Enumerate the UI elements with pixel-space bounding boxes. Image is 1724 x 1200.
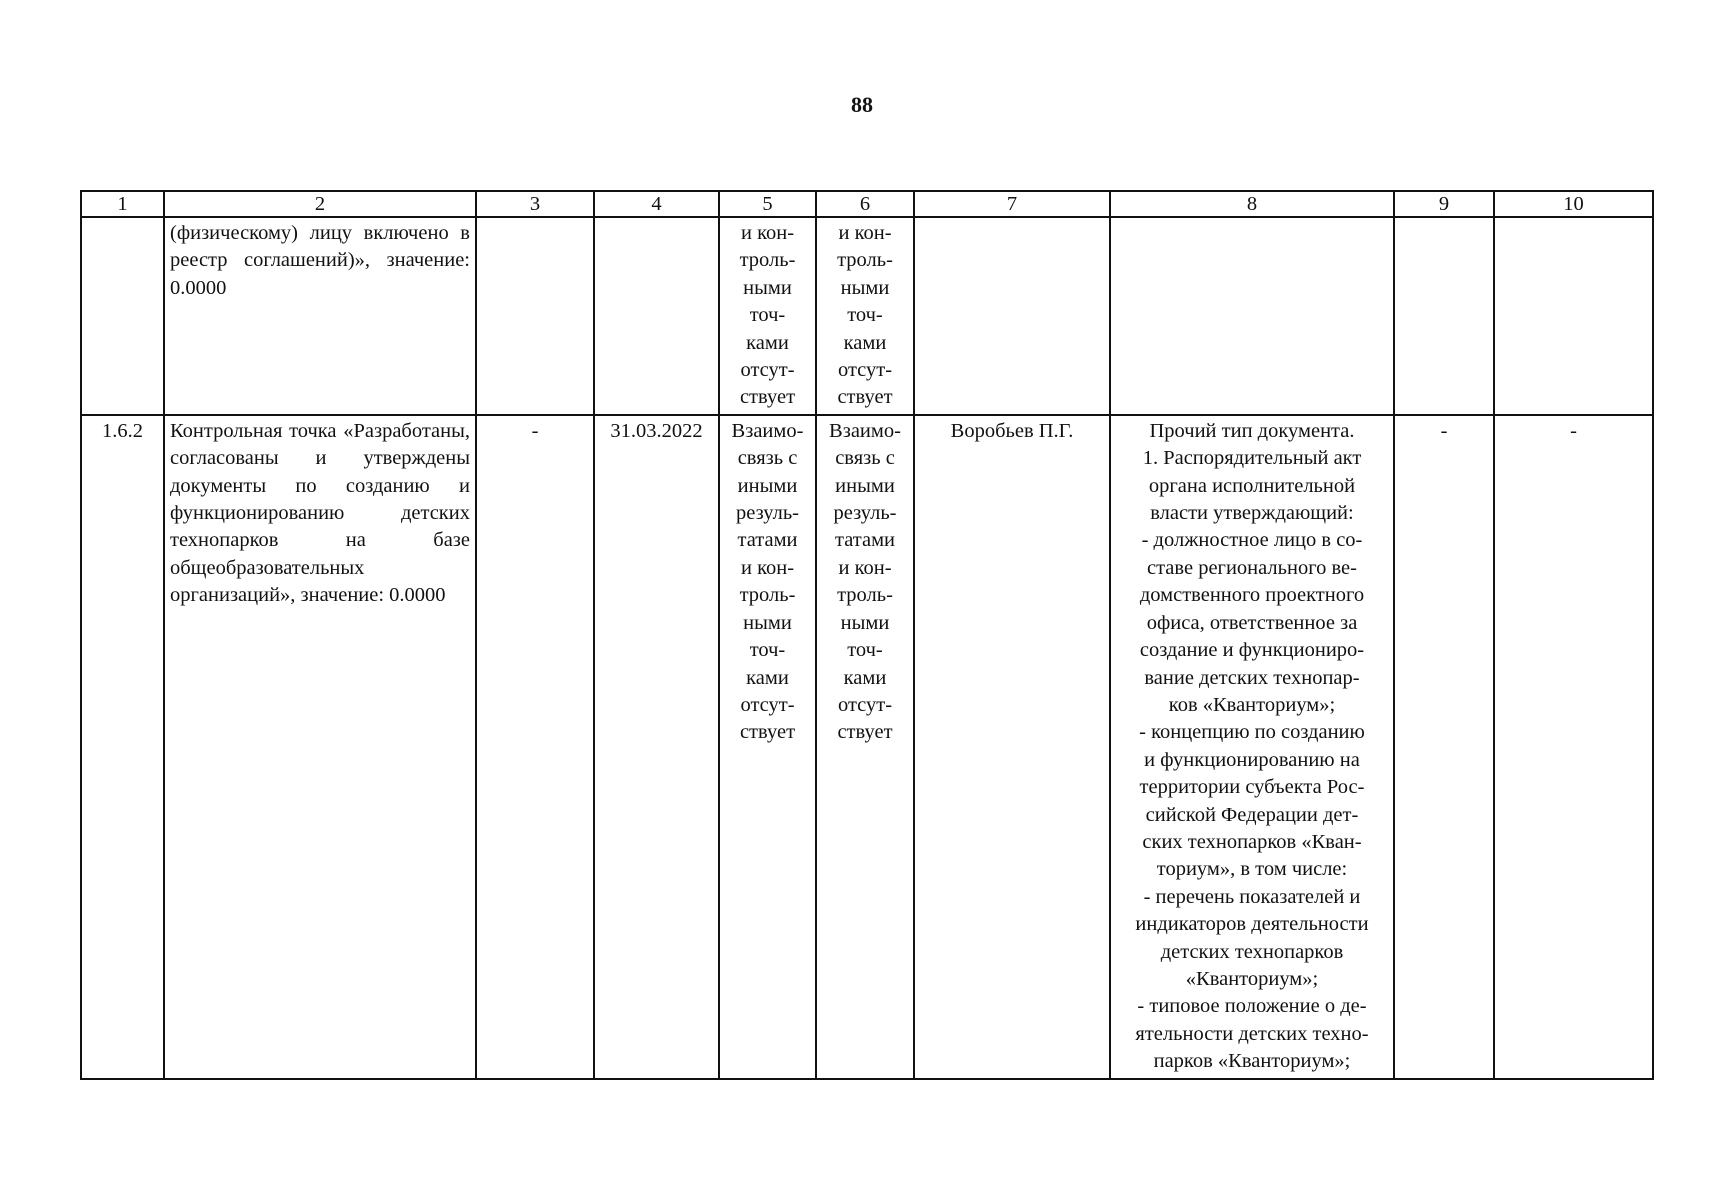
column-header-9: 9	[1394, 191, 1494, 217]
row-col5-cell: и кон- троль- ными точ- ками отсут- ствует	[719, 217, 816, 415]
column-header-6: 6	[816, 191, 914, 217]
row-col3-cell	[476, 217, 594, 415]
page-number: 88	[851, 92, 873, 117]
row-col8-cell	[1110, 217, 1394, 415]
row-col6-cell: Взаимо- связь с иными резуль- татами и кон- троль- ными точ- ками отсут- ствует	[816, 415, 914, 1079]
column-header-4: 4	[594, 191, 719, 217]
table-row	[81, 217, 1653, 415]
row-name-cell: (физическому) лицу включено в реестр соглашений)», значение: 0.0000	[164, 217, 476, 415]
column-header-1: 1	[81, 191, 164, 217]
table-row	[81, 415, 1653, 1079]
header-row	[81, 191, 1653, 217]
row-number-cell: 1.6.2	[81, 415, 164, 1079]
column-header-3: 3	[476, 191, 594, 217]
row-col8-cell: Прочий тип документа. 1. Распорядительный акт органа исполнительной власти утверждающий: - должностное лицо в со- ставе регионального ве- домственного проектного офиса, ответственное за создание и функциониро- вание детских технопар- ков «Кванториум»; - концепцию по созданию и функционированию на территории субъекта Рос- сийской Федерации дет- ских технопарков «Кван- ториум», в том числе: - перечень показателей и индикаторов деятельности детских технопарков «Кванториум»; - типовое положение о де- ятельности детских техно- парков «Кванториум»;	[1110, 415, 1394, 1079]
document-table	[80, 190, 1654, 1080]
row-col7-cell	[914, 217, 1110, 415]
row-col10-cell: -	[1494, 415, 1653, 1079]
row-number-cell	[81, 217, 164, 415]
row-col5-cell: Взаимо- связь с иными резуль- татами и кон- троль- ными точ- ками отсут- ствует	[719, 415, 816, 1079]
column-header-10: 10	[1494, 191, 1653, 217]
row-col4-cell: 31.03.2022	[594, 415, 719, 1079]
column-header-2: 2	[164, 191, 476, 217]
row-col10-cell	[1494, 217, 1653, 415]
row-col4-cell	[594, 217, 719, 415]
row-name-cell: Контрольная точка «Разработаны, согласованы и утверждены документы по созданию и функционированию детских технопарков на базе общеобразовательных организаций», значение: 0.0000	[164, 415, 476, 1079]
column-header-7: 7	[914, 191, 1110, 217]
row-col9-cell: -	[1394, 415, 1494, 1079]
column-header-5: 5	[719, 191, 816, 217]
row-col6-cell: и кон- троль- ными точ- ками отсут- ствует	[816, 217, 914, 415]
column-header-8: 8	[1110, 191, 1394, 217]
row-col3-cell: -	[476, 415, 594, 1079]
row-col7-cell: Воробьев П.Г.	[914, 415, 1110, 1079]
row-col9-cell	[1394, 217, 1494, 415]
